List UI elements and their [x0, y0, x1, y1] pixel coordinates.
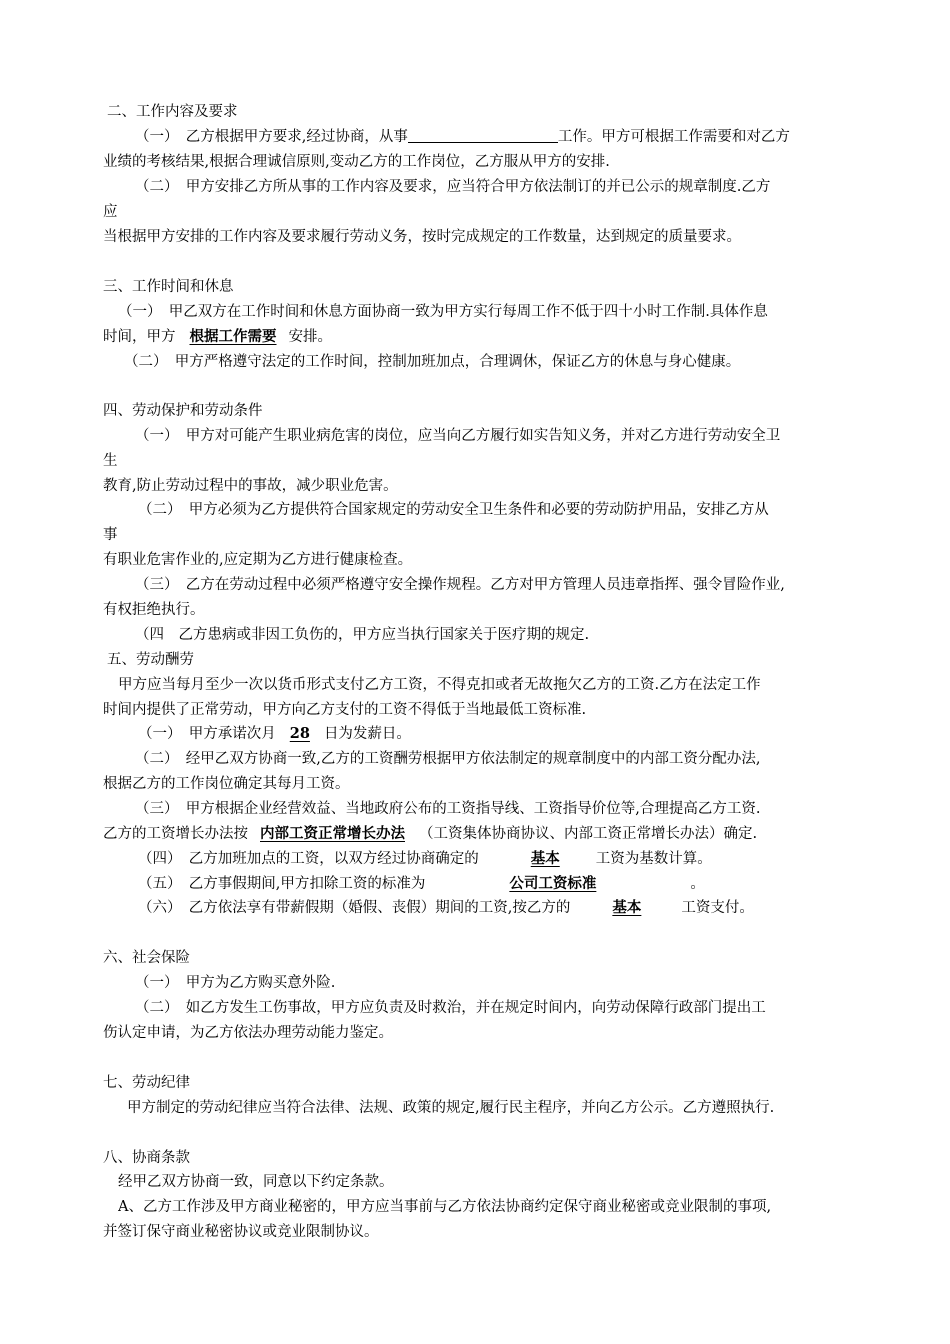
- paragraph: 应: [103, 204, 118, 220]
- paragraph: （四 乙方患病或非因工负伤的，甲方应当执行国家关于医疗期的规定.: [135, 627, 590, 643]
- section-title-work-content: 二、工作内容及要求: [107, 104, 238, 120]
- paragraph: 甲方应当每月至少一次以货币形式支付乙方工资，不得克扣或者无故拖欠乙方的工资.乙方在法定工作: [118, 677, 761, 693]
- paragraph: （四） 乙方加班加点的工资，以双方经过协商确定的 基本 工资为基数计算。: [138, 850, 712, 867]
- paragraph: 根据乙方的工作岗位确定其每月工资。: [103, 776, 350, 792]
- filled-raise-method: 内部工资正常增长办法: [260, 825, 405, 842]
- paragraph: 有权拒绝执行。: [103, 602, 205, 618]
- paragraph: （一） 甲方对可能产生职业病危害的岗位，应当向乙方履行如实告知义务，并对乙方进行劳动安全卫: [135, 428, 781, 444]
- paragraph: （一） 甲乙双方在工作时间和休息方面协商一致为甲方实行每周工作不低于四十小时工作制.具体作息: [118, 304, 768, 320]
- section-title-negotiated-terms: 八、协商条款: [103, 1150, 190, 1166]
- filled-payday: 28: [289, 725, 310, 742]
- paragraph: （六） 乙方依法享有带薪假期（婚假、丧假）期间的工资,按乙方的 基本 工资支付。: [138, 899, 754, 916]
- paragraph: 生: [103, 453, 118, 469]
- paragraph: （二） 甲方严格遵守法定的工作时间，控制加班加点，合理调休，保证乙方的休息与身心健康。: [124, 354, 741, 370]
- paragraph: 伤认定申请，为乙方依法办理劳动能力鉴定。: [103, 1025, 393, 1041]
- section-title-work-time: 三、工作时间和休息: [103, 279, 234, 295]
- paragraph: 乙方的工资增长办法按 内部工资正常增长办法 （工资集体协商协议、内部工资正常增长办法）确定.: [103, 825, 758, 842]
- blank-job-field: [408, 127, 558, 143]
- section-title-social-insurance: 六、社会保险: [103, 950, 190, 966]
- paragraph: （五） 乙方事假期间,甲方扣除工资的标准为 公司工资标准 。: [138, 875, 705, 892]
- paragraph: 时间内提供了正常劳动，甲方向乙方支付的工资不得低于当地最低工资标准.: [103, 702, 587, 718]
- section-title-remuneration: 五、劳动酬劳: [107, 652, 194, 668]
- filled-deduction-standard: 公司工资标准: [509, 875, 597, 892]
- paragraph: （二） 甲方安排乙方所从事的工作内容及要求，应当符合甲方依法制订的并已公示的规章制度.乙方: [135, 179, 771, 195]
- paragraph: 经甲乙双方协商一致，同意以下约定条款。: [118, 1174, 394, 1190]
- paragraph: 并签订保守商业秘密协议或竞业限制协议。: [103, 1224, 379, 1240]
- paragraph: （一） 甲方承诺次月 28 日为发薪日。: [138, 725, 411, 742]
- paragraph: 有职业危害作业的,应定期为乙方进行健康检查。: [103, 552, 413, 568]
- paragraph: 事: [103, 527, 118, 543]
- paragraph: （三） 甲方根据企业经营效益、当地政府公布的工资指导线、工资指导价位等,合理提高乙方工资.: [135, 801, 761, 817]
- paragraph: 时间，甲方 根据工作需要 安排。: [103, 328, 332, 345]
- paragraph: 教育,防止劳动过程中的事故，减少职业危害。: [103, 478, 398, 494]
- paragraph: （二） 经甲乙双方协商一致,乙方的工资酬劳根据甲方依法制定的规章制度中的内部工资分配办法,: [135, 751, 761, 767]
- paragraph: （二） 如乙方发生工伤事故，甲方应负责及时救治，并在规定时间内，向劳动保障行政部门提出工: [135, 1000, 766, 1016]
- paragraph: （一） 甲方为乙方购买意外险.: [135, 975, 336, 991]
- section-title-labor-protection: 四、劳动保护和劳动条件: [103, 403, 263, 419]
- paragraph: （一） 乙方根据甲方要求,经过协商，从事 工作。甲方可根据工作需要和对乙方: [135, 129, 790, 145]
- paragraph: 甲方制定的劳动纪律应当符合法律、法规、政策的规定,履行民主程序，并向乙方公示。乙方遵照执行.: [127, 1100, 775, 1116]
- filled-leave-pay-base: 基本: [612, 899, 642, 916]
- paragraph: 当根据甲方安排的工作内容及要求履行劳动义务，按时完成规定的工作数量，达到规定的质量要求。: [103, 229, 741, 245]
- paragraph: （三） 乙方在劳动过程中必须严格遵守安全操作规程。乙方对甲方管理人员违章指挥、强令冒险作业,: [135, 577, 785, 593]
- section-title-labor-discipline: 七、劳动纪律: [103, 1075, 190, 1091]
- paragraph: （二） 甲方必须为乙方提供符合国家规定的劳动安全卫生条件和必要的劳动防护用品，安排乙方从: [138, 502, 769, 518]
- filled-schedule: 根据工作需要: [189, 328, 277, 345]
- filled-overtime-base: 基本: [530, 850, 560, 867]
- paragraph: A、乙方工作涉及甲方商业秘密的，甲方应当事前与乙方依法协商约定保守商业秘密或竞业限制的事项,: [118, 1199, 772, 1215]
- paragraph: 业绩的考核结果,根据合理诚信原则,变动乙方的工作岗位，乙方服从甲方的安排.: [103, 154, 610, 170]
